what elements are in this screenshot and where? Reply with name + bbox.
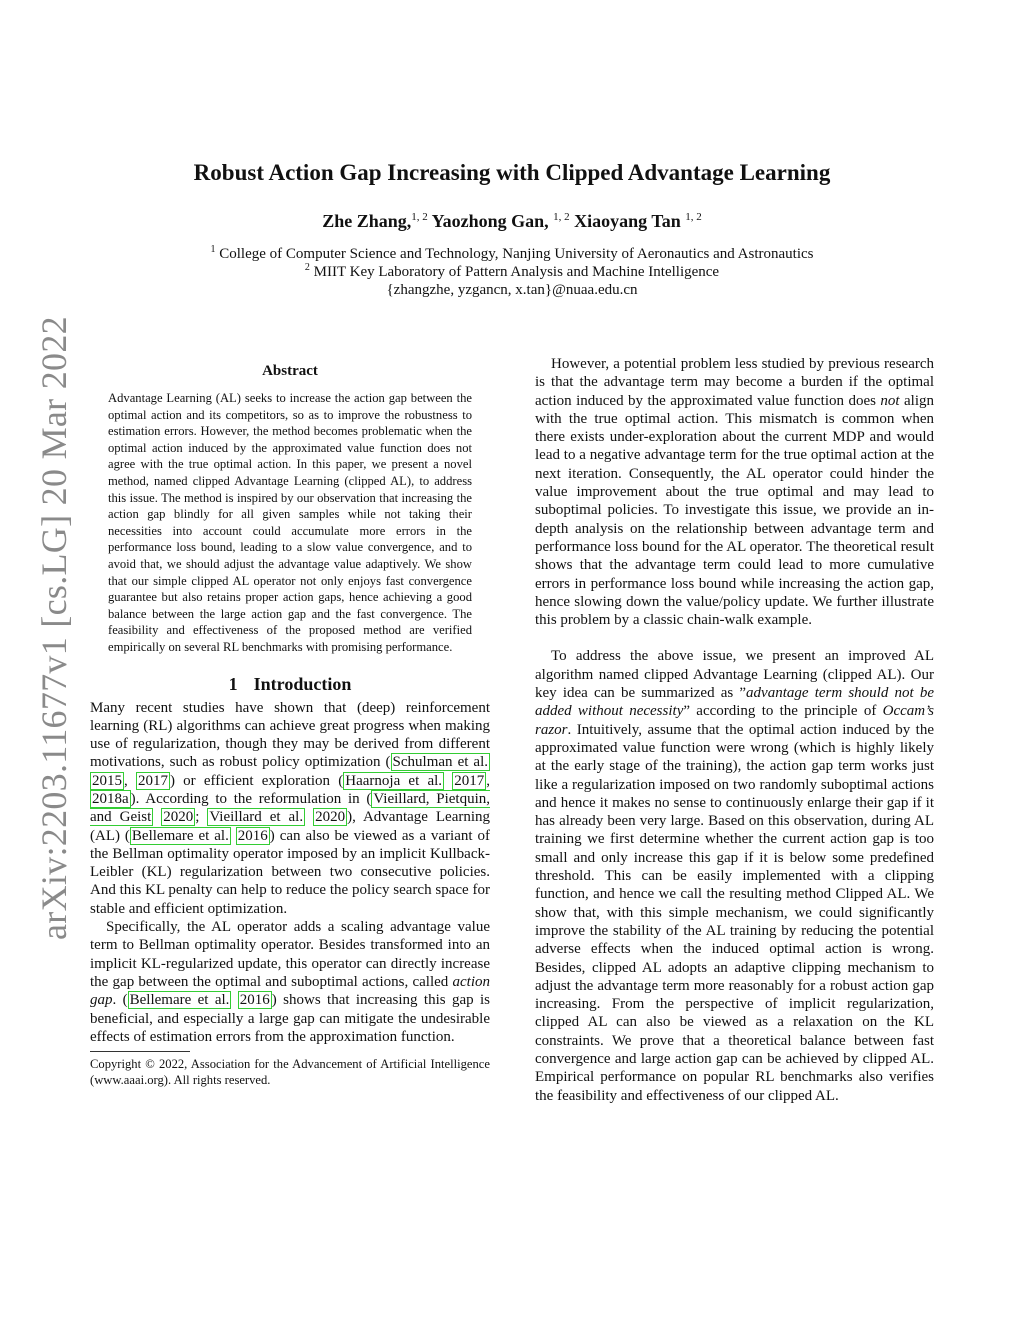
text-run: Specifically, the AL operator adds a scaling advantage value term to Bellman optimality operator. Besides transformed into an implicit KL-regularized update, this operator can directly increase the gap between the optimal and suboptimal actions, called xyxy=(90,919,490,990)
paper-title: Robust Action Gap Increasing with Clipped Advantage Learning xyxy=(193,160,831,185)
citation-link[interactable]: 2020 xyxy=(163,809,194,826)
text-run: Many recent studies have shown that (deep) reinforcement learning (RL) algorithms can achieve great progress when making use of regularization, though they may be derived from different motivations, such as robust policy optimization ( xyxy=(90,699,490,771)
emphasis-text: Occam’s razor xyxy=(535,703,934,738)
text-run: However, a potential problem less studied by previous research is that the advantage term may become a burden if the optimal action induced by the approximated value function does xyxy=(535,356,934,409)
emphasis-text: not xyxy=(880,392,900,409)
author-list xyxy=(0,211,1024,232)
text-run xyxy=(305,809,313,825)
affiliation-1 xyxy=(0,244,1024,263)
affiliation-number: 1 xyxy=(210,244,216,255)
author-affiliation-mark: 1, 2 xyxy=(553,211,570,223)
author-name: Zhe Zhang, xyxy=(322,211,412,231)
text-run: ). According to the reformulation in ( xyxy=(130,790,372,807)
citation-link[interactable]: Bellemare et al. xyxy=(131,827,229,844)
text-run: ), Advantage Learning (AL) ( xyxy=(90,809,491,844)
citation-link[interactable]: 2017 xyxy=(137,772,168,789)
copyright-footnote: Copyright © 2022, Association for the Advancement of Artificial Intelligence (www.aaai.org). All rights reserved. xyxy=(90,1057,490,1088)
text-run xyxy=(231,992,237,1008)
citation-link[interactable]: Haarnoja et al. xyxy=(345,772,443,789)
section-number: 1 xyxy=(228,673,238,694)
author-affiliation-mark: 1, 2 xyxy=(411,211,428,223)
section-heading-introduction xyxy=(90,674,490,695)
right-paragraph-2 xyxy=(535,647,934,1104)
abstract-text: Advantage Learning (AL) seeks to increase the action gap between the optimal action and its competitors, so as to improve the robustness to estimation errors. However, the method becomes problematic when the optimal action induced by the approximated value function does not agree with the true optimal action. In this paper, we present a novel method, named clipped Advantage Learning (clipped AL), to address this issue. The method is inspired by our observation that increasing the action gap blindly for all given samples while not taking their necessities into account could accumulate more errors in the performance loss bound, leading to a slow value convergence, and to avoid that, we should adjust the advantage value adaptively. We show that our simple clipped AL operator not only enjoys fast convergence guarantee but also retains proper action gaps, hence achieving a good balance between the large action gap and the fast convergence. The feasibility and effectiveness of the proposed method are verified empirically on several RL benchmarks with promising performance. xyxy=(108,391,472,654)
footnote-rule xyxy=(90,1051,190,1052)
affiliation-2 xyxy=(0,262,1024,281)
text-run: align with the true optimal action. This mismatch is common when there exists under-exploration about the current MDP and would lead to a negative advantage term for the true optimal action at the next iteration. Consequently, the AL operator could hinder the value improvement about the true optimal and may lead to suboptimal policies. To investigate this issue, we provide an in-depth analysis on the relationship between advantage term and performance loss bound for the AL operator. The theoretical result shows that the advantage term could lead to more cumulative errors in performance loss bound while increasing the action gap, hence slowing down the value/policy update. We further illustrate this problem by a classic chain-walk example. xyxy=(535,392,934,629)
citation-link[interactable]: Bellemare et al. xyxy=(129,992,230,1009)
citation-link[interactable]: 2018a xyxy=(92,790,129,807)
citation-link[interactable]: 2016 xyxy=(237,827,268,844)
text-run: , xyxy=(486,772,490,789)
emphasis-text: action gap xyxy=(90,973,490,1009)
citation-link[interactable]: 2015 xyxy=(92,772,122,789)
affiliation-number: 2 xyxy=(304,262,310,273)
author-name: Yaozhong Gan, xyxy=(431,211,549,231)
intro-paragraph-1 xyxy=(90,699,490,919)
author-affiliation-mark: 1, 2 xyxy=(685,211,702,223)
section-title: Introduction xyxy=(253,673,352,694)
author-name: Xiaoyang Tan xyxy=(574,211,681,231)
author-email: {zhangzhe, yzgancn, x.tan}@nuaa.edu.cn xyxy=(386,282,638,298)
left-column xyxy=(90,355,490,1088)
citation-link[interactable]: 2017 xyxy=(454,772,485,789)
affiliation-text: MIIT Key Laboratory of Pattern Analysis and Machine Intelligence xyxy=(313,264,720,280)
text-run: , xyxy=(124,772,136,789)
citation-link[interactable]: 2016 xyxy=(239,992,270,1009)
text-run: . Intuitively, assume that the optimal action induced by the approximated value function were wrong (which is highly likely at the early stage of the training), the action gap term works just like a regularization imposed on two randomly suboptimal actions and hence it makes no sense to continuously enlarge their gap if it has already been very large. Based on this observation, during AL training we first determine whether the current action gap is too small and only increase this gap if it is below some predefined threshold. This can be easily implemented with a clipping function, and hence we call the resulting method Clipped AL. We show that, with this simple mechanism, we could significantly improve the stability of the AL training by reducing the potential adverse effects when the induced optimal action is wrong. Besides, clipped AL adopts an adaptive clipping mechanism to adjust the advantage term more reasonably for a robust action gap increasing. From the perspective of implicit regularization, clipped AL can also be viewed as a relaxation on the KL constraints. We prove that a theoretical balance between fast convergence and large action gap can be achieved by clipped AL. Empirical performance on popular RL benchmarks also verifies the feasibility and effectiveness of our clipped AL. xyxy=(535,721,934,1104)
arxiv-identifier: arXiv:2203.11677v1 [cs.LG] 20 Mar 2022 xyxy=(34,316,74,940)
right-paragraph-1 xyxy=(535,355,934,629)
abstract-heading: Abstract xyxy=(262,363,318,379)
text-run: ; xyxy=(195,809,208,826)
text-run: To address the above issue, we present an improved AL algorithm named clipped Advantage Learning (clipped AL). Our key idea can be summarized as ” xyxy=(535,648,934,702)
intro-paragraph-2 xyxy=(90,918,490,1046)
text-run: ) shows that increasing this gap is beneficial, and especially a large gap can mitigate the undesirable effects of estimation errors from the approximation function. xyxy=(90,992,490,1045)
citation-link[interactable]: Vieillard, Pietquin, and Geist xyxy=(90,790,490,826)
affiliation-text: College of Computer Science and Technology, Nanjing University of Aeronautics and Astronautics xyxy=(219,246,814,262)
text-run: ) can also be viewed as a variant of the Bellman optimality operator imposed by an implicit Kullback-Leibler (KL) regularization between two consecutive policies. And this KL penalty can help to reduce the policy search space for stable and efficient optimization. xyxy=(90,827,490,917)
right-column xyxy=(535,355,934,1105)
paragraph-gap xyxy=(535,629,934,647)
text-run: ) or efficient exploration ( xyxy=(169,772,344,789)
text-run: ” according to the principle of xyxy=(683,703,883,720)
citation-link[interactable]: Schulman et al. xyxy=(392,754,488,771)
text-run: . ( xyxy=(112,992,128,1009)
citation-link[interactable]: Vieillard et al. xyxy=(209,809,304,826)
emphasis-text: advantage term should not be added without necessity xyxy=(535,685,934,720)
citation-link[interactable]: 2020 xyxy=(315,809,346,826)
